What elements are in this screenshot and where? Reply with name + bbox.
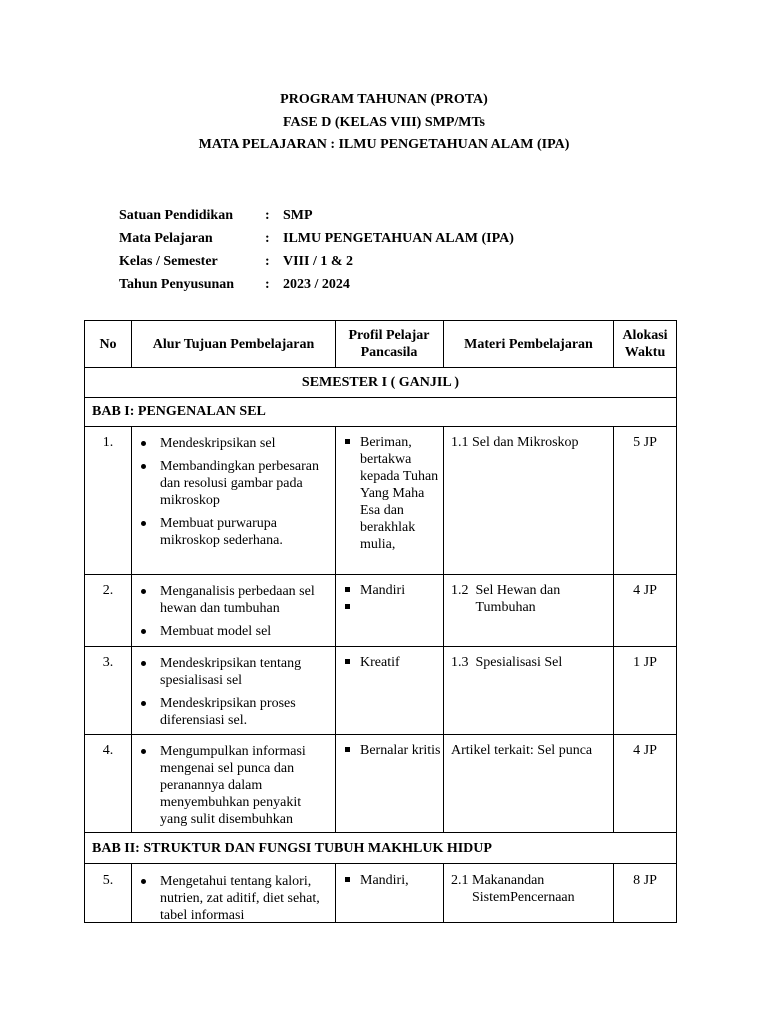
list-item — [133, 873, 323, 924]
list-item — [343, 654, 441, 671]
header-materi: Materi Pembelajaran — [464, 336, 593, 352]
meta-separator: : — [265, 208, 270, 223]
document-title-block — [0, 89, 768, 157]
list-item — [133, 695, 323, 729]
meta-label: Kelas / Semester — [119, 254, 218, 269]
learning-objectives-list — [133, 743, 323, 834]
row-number: 1. — [102, 435, 114, 450]
table-border — [335, 320, 336, 367]
materi-text: Makanandan SistemPencernaan — [472, 873, 575, 905]
materi-number: 1.2 — [451, 583, 476, 598]
list-item — [133, 515, 323, 549]
meta-separator: : — [265, 277, 270, 292]
materi-cell — [451, 654, 609, 671]
materi-text: Sel Hewan dan Tumbuhan — [475, 583, 561, 615]
materi-text: Spesialisasi Sel — [475, 655, 563, 670]
bullet-dot-icon — [141, 441, 146, 446]
alokasi-value: 4 JP — [633, 743, 657, 758]
document-meta — [119, 204, 514, 296]
profile-list — [343, 872, 441, 889]
meta-value: SMP — [283, 208, 313, 223]
bullet-dot-icon — [141, 749, 146, 754]
meta-separator: : — [265, 231, 270, 246]
objective-text: Membuat model sel — [160, 624, 272, 639]
profile-text: Mandiri — [360, 583, 406, 598]
meta-value: ILMU PENGETAHUAN ALAM (IPA) — [283, 231, 514, 246]
row-number: 2. — [102, 583, 114, 598]
alokasi-value: 4 JP — [633, 583, 657, 598]
list-item — [343, 872, 441, 889]
meta-row-tahun — [119, 273, 514, 296]
learning-objectives-list — [133, 873, 323, 930]
objective-text: Menganalisis perbedaan sel hewan dan tumbuhan — [160, 584, 315, 616]
objective-text: Mengetahui tentang kalori, nutrien, zat aditif, diet sehat, tabel informasi — [160, 874, 320, 923]
profile-list — [343, 434, 441, 553]
meta-label: Tahun Penyusunan — [119, 277, 235, 292]
list-item — [343, 742, 441, 759]
header-alokasi: Alokasi Waktu — [622, 328, 668, 360]
learning-objectives-list — [133, 655, 323, 735]
table-border — [84, 320, 85, 923]
materi-number: 1.3 — [451, 655, 476, 670]
alokasi-value: 1 JP — [633, 655, 657, 670]
document-title: PROGRAM TAHUNAN (PROTA) — [280, 92, 488, 107]
materi-cell — [451, 742, 609, 759]
table-border — [613, 320, 614, 367]
profile-list — [343, 654, 441, 671]
bullet-square-icon — [345, 877, 350, 882]
meta-value: 2023 / 2024 — [283, 277, 350, 292]
row-number: 4. — [102, 743, 114, 758]
table-border — [335, 863, 336, 922]
materi-text: Artikel terkait: Sel punca — [451, 743, 593, 758]
materi-cell — [451, 872, 609, 906]
learning-objectives-list — [133, 583, 323, 646]
bullet-dot-icon — [141, 464, 146, 469]
list-item — [133, 435, 323, 452]
prota-table — [84, 320, 677, 923]
objective-text: Membandingkan perbesaran dan resolusi gambar pada mikroskop — [160, 459, 319, 508]
list-item — [343, 582, 441, 599]
table-border — [84, 574, 677, 575]
header-alur-tujuan: Alur Tujuan Pembelajaran — [152, 336, 315, 352]
profile-text: Kreatif — [360, 655, 400, 670]
profile-text: Mandiri, — [360, 873, 409, 888]
bullet-square-icon — [345, 587, 350, 592]
materi-cell — [451, 582, 609, 616]
table-border — [84, 646, 677, 647]
list-item — [133, 655, 323, 689]
table-border — [84, 863, 677, 864]
bullet-square-icon — [345, 604, 350, 609]
profile-text: Bernalar kritis — [360, 743, 441, 758]
profile-list — [343, 582, 441, 616]
header-no: No — [99, 336, 117, 352]
list-item — [343, 434, 441, 553]
list-item — [133, 583, 323, 617]
bullet-square-icon — [345, 659, 350, 664]
document-subtitle-mapel: MATA PELAJARAN : ILMU PENGETAHUAN ALAM (IPA) — [198, 137, 570, 152]
objective-text: Mengumpulkan informasi mengenai sel punca dan peranannya dalam menyembuhkan penyakit yang sulit disembuhkan — [160, 744, 306, 827]
objective-text: Membuat purwarupa mikroskop sederhana. — [160, 516, 283, 548]
list-item — [133, 743, 323, 828]
bullet-dot-icon — [141, 661, 146, 666]
chapter-heading-bab1: BAB I: PENGENALAN SEL — [92, 404, 266, 419]
bullet-square-icon — [345, 747, 350, 752]
learning-objectives-list — [133, 435, 323, 555]
list-item — [133, 458, 323, 509]
meta-row-kelas — [119, 250, 514, 273]
objective-text: Mendeskripsikan proses diferensiasi sel. — [160, 696, 296, 728]
list-item — [133, 623, 323, 640]
chapter-heading-bab2: BAB II: STRUKTUR DAN FUNGSI TUBUH MAKHLUK HIDUP — [92, 841, 492, 856]
meta-label: Mata Pelajaran — [119, 231, 213, 246]
list-item — [343, 599, 441, 616]
table-border — [84, 426, 677, 427]
bullet-square-icon — [345, 439, 350, 444]
row-number: 3. — [102, 655, 114, 670]
alokasi-value: 8 JP — [633, 873, 657, 888]
table-border — [443, 863, 444, 922]
profile-list — [343, 742, 441, 759]
row-number: 5. — [102, 873, 114, 888]
table-border — [131, 426, 132, 832]
meta-row-satuan — [119, 204, 514, 227]
semester-heading: SEMESTER I ( GANJIL ) — [301, 375, 460, 390]
table-border — [613, 426, 614, 832]
table-border — [676, 320, 677, 923]
document-subtitle-fase: FASE D (KELAS VIII) SMP/MTs — [282, 114, 485, 130]
materi-number: 1.1 — [451, 435, 472, 450]
alokasi-value: 5 JP — [633, 435, 657, 450]
bullet-dot-icon — [141, 521, 146, 526]
table-border — [443, 426, 444, 832]
table-border — [131, 863, 132, 922]
meta-label: Satuan Pendidikan — [119, 208, 233, 223]
materi-text: Sel dan Mikroskop — [472, 435, 579, 450]
meta-value: VIII / 1 & 2 — [283, 254, 354, 269]
bullet-dot-icon — [141, 589, 146, 594]
profile-text: Beriman, bertakwa kepada Tuhan Yang Maha Esa dan berakhlak mulia, — [360, 435, 439, 552]
materi-cell — [451, 434, 609, 451]
materi-number: 2.1 — [451, 873, 472, 888]
bullet-dot-icon — [141, 629, 146, 634]
table-border — [84, 397, 677, 398]
objective-text: Mendeskripsikan tentang spesialisasi sel — [160, 656, 302, 688]
bullet-dot-icon — [141, 879, 146, 884]
meta-separator: : — [265, 254, 270, 269]
table-border — [335, 426, 336, 832]
bullet-dot-icon — [141, 701, 146, 706]
objective-text: Mendeskripsikan sel — [160, 436, 276, 451]
header-profil-pelajar: Profil Pelajar Pancasila — [348, 328, 430, 360]
meta-row-mapel — [119, 227, 514, 250]
